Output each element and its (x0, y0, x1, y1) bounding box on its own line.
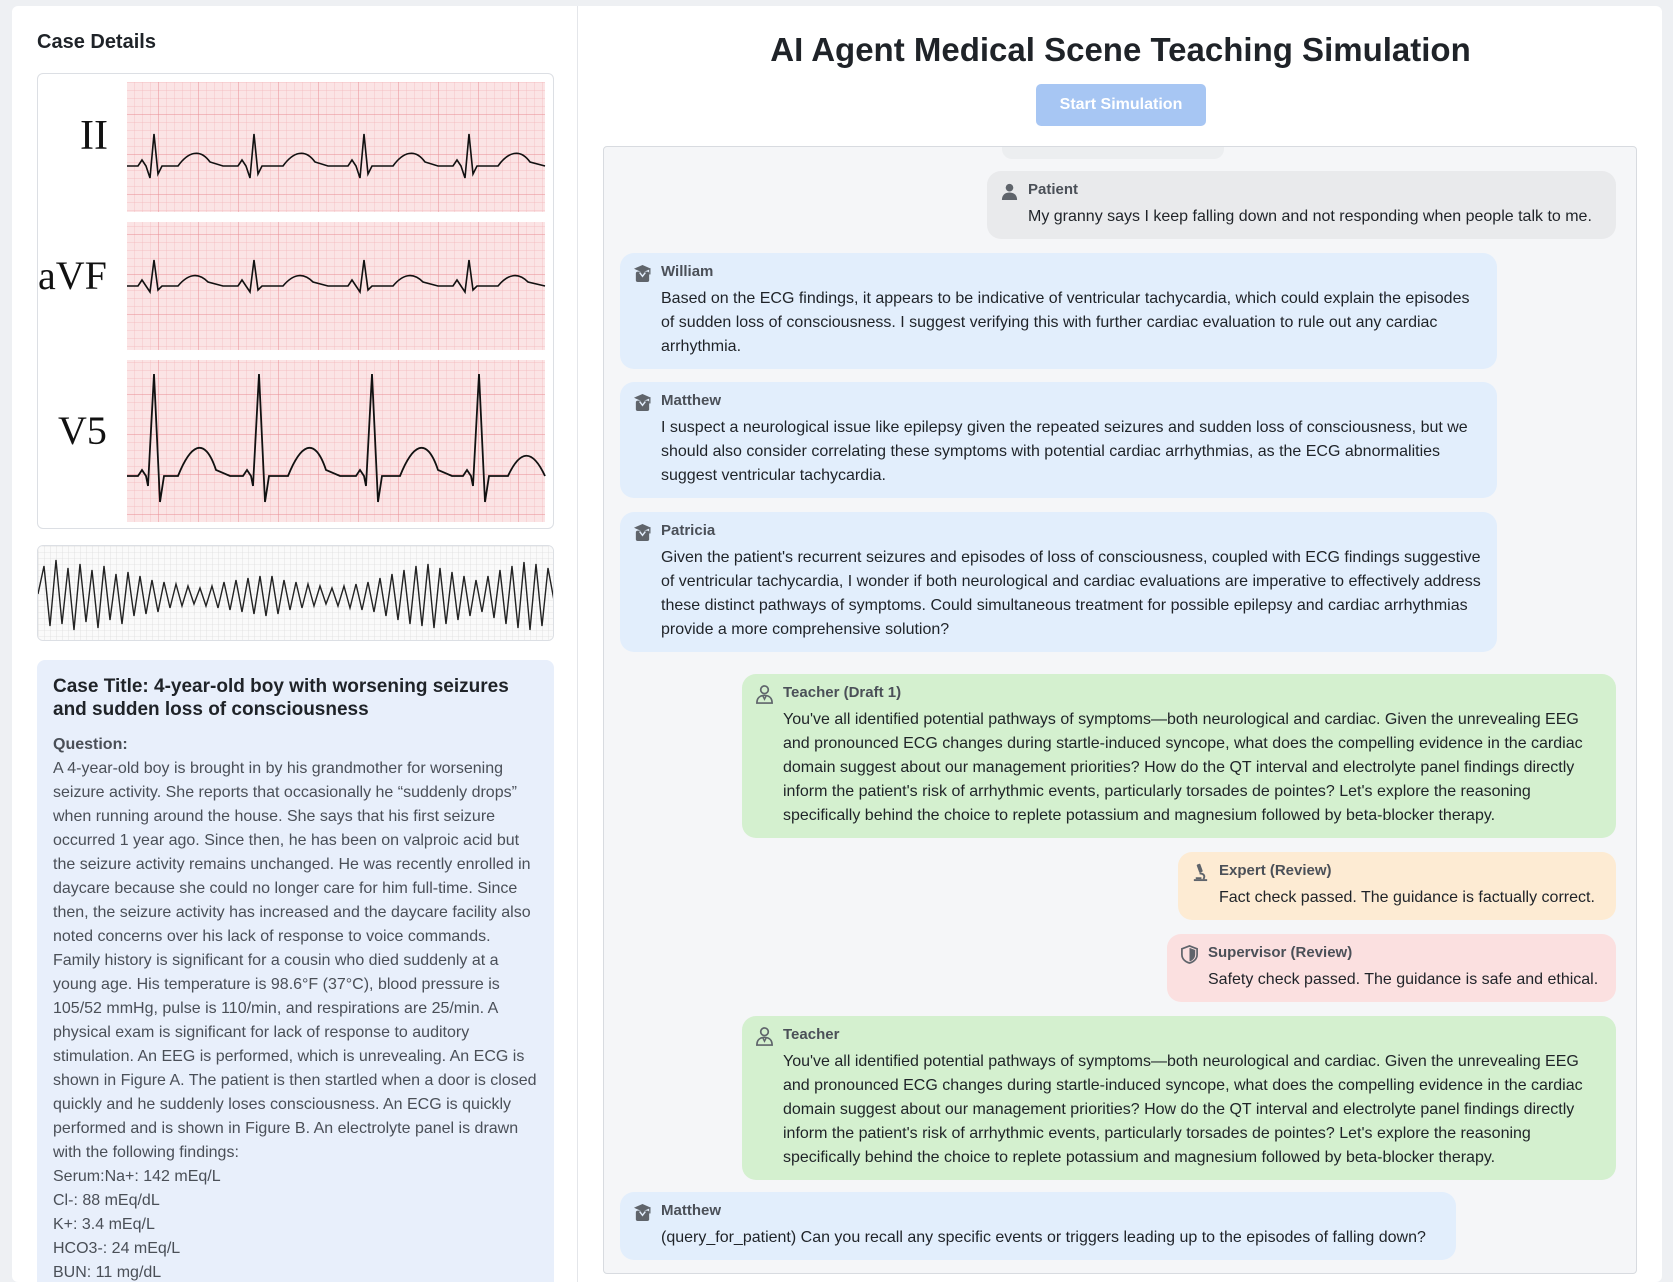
chat-message-student (620, 1192, 1456, 1260)
lead-label-avf: aVF (38, 253, 107, 298)
graduation-cap-icon (633, 1203, 652, 1222)
message-text: My granny says I keep falling down and not responding when people talk to me. (1028, 208, 1592, 225)
lab-value: HCO3-: 24 mEq/L (53, 1240, 181, 1257)
ecg-figure-a (37, 73, 554, 529)
lab-value: Cl-: 88 mEq/dL (53, 1192, 160, 1209)
ecg-figure-a-image (38, 74, 554, 529)
teacher-icon (755, 1027, 774, 1046)
question-label: Question: (53, 736, 128, 753)
shield-icon (1180, 945, 1199, 964)
graduation-cap-icon (633, 393, 652, 412)
message-author: Expert (Review) (1219, 862, 1332, 879)
ecg-figure-b (37, 545, 554, 641)
message-author: Matthew (661, 392, 721, 409)
simulation-panel (579, 6, 1662, 1282)
microscope-icon (1191, 863, 1210, 882)
chat-message-student (620, 382, 1497, 498)
message-text: You've all identified potential pathways of symptoms—both neurological and cardiac. Given the unrevealing EEG and pronounced ECG changes during startle-induced syncope, what does the compelling evidence in the cardiac domain suggest about our management priorities? How do the QT interval and electrolyte panel findings directly inform the patient's risk of arrhythmic events, particularly torsades de pointes? Let's explore the reasoning specifically behind the choice to replete potassium and magnesium followed by beta-blocker therapy. (783, 1053, 1583, 1166)
message-author: Teacher (Draft 1) (783, 684, 902, 701)
chat-message-student (620, 253, 1497, 369)
chat-message-teacher-draft (742, 674, 1616, 838)
case-details-title: Case Details (37, 31, 156, 53)
teacher-icon (755, 685, 774, 704)
graduation-cap-icon (633, 264, 652, 283)
start-simulation-button[interactable]: Start Simulation (1036, 84, 1206, 126)
lab-value: Serum:Na+: 142 mEq/L (53, 1168, 221, 1185)
page-title: AI Agent Medical Scene Teaching Simulation (770, 31, 1471, 68)
message-text: You've all identified potential pathways of symptoms—both neurological and cardiac. Given the unrevealing EEG and pronounced ECG changes during startle-induced syncope, what does the compelling evidence in the cardiac domain suggest about our management priorities? How do the QT interval and electrolyte panel findings directly inform the patient's risk of arrhythmic events, particularly torsades de pointes? Let's explore the reasoning specifically behind the choice to replete potassium and magnesium followed by beta-blocker therapy. (783, 711, 1583, 824)
message-author: Patricia (661, 522, 716, 539)
chat-message-expert-review (1178, 852, 1616, 920)
chat-log[interactable] (603, 146, 1637, 1274)
message-author: Supervisor (Review) (1208, 944, 1353, 961)
lab-value: K+: 3.4 mEq/L (53, 1216, 155, 1233)
case-summary-box (37, 660, 554, 1282)
message-text: I suspect a neurological issue like epilepsy given the repeated seizures and sudden loss of consciousness, but we should also consider correlating these symptoms with potential cardiac arrhythmias, as the ECG abnormalities suggest ventricular tachycardia. (661, 419, 1468, 484)
case-title (53, 675, 538, 721)
lead-label-ii: II (80, 113, 108, 159)
app-window (12, 6, 1662, 1282)
message-author: William (661, 263, 714, 280)
question-text: A 4-year-old boy is brought in by his grandmother for worsening seizure activity. She reports that occasionally he “suddenly drops” when running around the house. She says that his first seizure occurred 1 year ago. Since then, he has been on valproic acid but the seizure activity remains unchanged. He was recently enrolled in daycare because she could no longer care for him full-time. Since then, the seizure activity has increased and the daycare facility also noted concerns over his lack of response to voice commands. Family history is significant for a cousin who died suddenly at a young age. His temperature is 98.6°F (37°C), blood pressure is 105/52 mmHg, pulse is 110/min, and respirations are 25/min. A physical exam is significant for lack of response to auditory stimulation. An EEG is performed, which is unrevealing. An ECG is shown in Figure A. The patient is then startled when a door is closed quickly and he suddenly loses consciousness. An ECG is quickly performed and is shown in Figure B. An electrolyte panel is drawn with the following findings: (53, 760, 537, 1161)
chat-message-patient (987, 171, 1616, 239)
message-author: Patient (1028, 181, 1079, 198)
chat-message-student (620, 512, 1497, 652)
message-text: Safety check passed. The guidance is safe and ethical. (1208, 971, 1599, 988)
lead-label-v5: V5 (58, 408, 107, 453)
graduation-cap-icon (633, 523, 652, 542)
message-text: (query_for_patient) Can you recall any specific events or triggers leading up to the episodes of falling down? (661, 1229, 1426, 1246)
case-title-label: Case Title: (53, 676, 149, 697)
case-details-panel (12, 6, 578, 1282)
chat-message-teacher (742, 1016, 1616, 1180)
case-title-text: 4-year-old boy with worsening seizures and sudden loss of consciousness (53, 676, 509, 720)
lab-value: BUN: 11 mg/dL (53, 1264, 162, 1281)
ecg-figure-b-image (38, 546, 554, 641)
previous-message-stub (1002, 146, 1224, 159)
message-author: Teacher (783, 1026, 840, 1043)
person-icon (1000, 182, 1019, 201)
message-text: Based on the ECG findings, it appears to be indicative of ventricular tachycardia, which could explain the episodes of sudden loss of consciousness. I suggest verifying this with further cardiac evaluation to rule out any cardiac arrhythmia. (661, 290, 1470, 355)
message-text: Given the patient's recurrent seizures and episodes of loss of consciousness, coupled with ECG findings suggestive of ventricular tachycardia, I wonder if both neurological and cardiac evaluations are imperative to effectively address these distinct pathways of symptoms. Could simultaneous treatment for possible epilepsy and cardiac arrhythmias provide a more comprehensive solution? (661, 549, 1481, 638)
message-author: Matthew (661, 1202, 721, 1219)
chat-message-supervisor-review (1167, 934, 1616, 1002)
message-text: Fact check passed. The guidance is factually correct. (1219, 889, 1595, 906)
